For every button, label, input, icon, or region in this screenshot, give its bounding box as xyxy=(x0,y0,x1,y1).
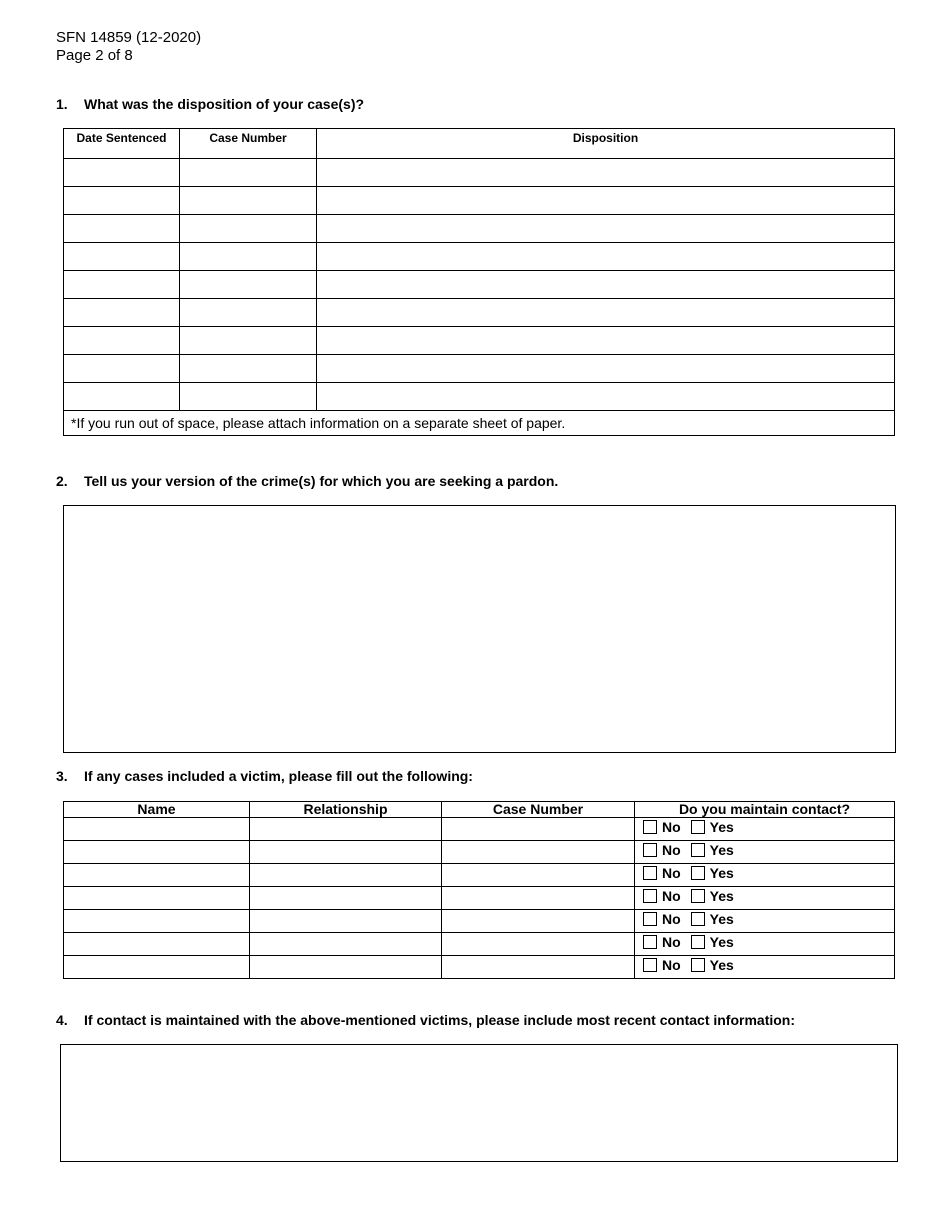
table-row xyxy=(64,818,895,841)
relationship-cell[interactable] xyxy=(250,864,442,887)
disposition-cell[interactable] xyxy=(317,243,895,271)
case-number-cell[interactable] xyxy=(442,956,635,979)
date-sentenced-cell[interactable] xyxy=(64,187,180,215)
date-sentenced-cell[interactable] xyxy=(64,271,180,299)
yes-label: Yes xyxy=(709,819,734,835)
disposition-cell[interactable] xyxy=(317,187,895,215)
contact-cell xyxy=(635,910,895,933)
table-row xyxy=(64,243,895,271)
date-sentenced-cell[interactable] xyxy=(64,299,180,327)
form-id: SFN 14859 (12-2020) xyxy=(56,29,202,46)
case-number-cell[interactable] xyxy=(180,383,317,411)
disposition-table xyxy=(63,128,895,436)
date-sentenced-cell[interactable] xyxy=(64,215,180,243)
yes-label: Yes xyxy=(709,888,734,904)
question-1 xyxy=(56,96,364,112)
table-row xyxy=(64,355,895,383)
column-header-date-sentenced: Date Sentenced xyxy=(64,129,180,159)
question-4-number: 4. xyxy=(56,1012,68,1028)
page-number: Page 2 of 8 xyxy=(56,47,133,64)
relationship-cell[interactable] xyxy=(250,841,442,864)
victim-name-cell[interactable] xyxy=(64,864,250,887)
contact-options xyxy=(635,934,734,950)
yes-checkbox[interactable] xyxy=(691,889,705,903)
yes-label: Yes xyxy=(709,934,734,950)
table-row xyxy=(64,271,895,299)
question-2-number: 2. xyxy=(56,473,68,489)
column-header-name: Name xyxy=(64,802,250,818)
table-row xyxy=(64,327,895,355)
date-sentenced-cell[interactable] xyxy=(64,355,180,383)
question-3 xyxy=(56,768,473,784)
no-checkbox[interactable] xyxy=(643,889,657,903)
question-2 xyxy=(56,473,558,489)
yes-checkbox[interactable] xyxy=(691,958,705,972)
victim-name-cell[interactable] xyxy=(64,933,250,956)
table-row xyxy=(64,910,895,933)
table-row xyxy=(64,215,895,243)
contact-info-textarea[interactable] xyxy=(60,1044,898,1162)
contact-options xyxy=(635,957,734,973)
yes-checkbox[interactable] xyxy=(691,935,705,949)
victim-name-cell[interactable] xyxy=(64,910,250,933)
disposition-cell[interactable] xyxy=(317,355,895,383)
no-label: No xyxy=(662,934,681,950)
contact-cell xyxy=(635,864,895,887)
contact-options xyxy=(635,911,734,927)
no-checkbox[interactable] xyxy=(643,843,657,857)
case-number-cell[interactable] xyxy=(442,841,635,864)
date-sentenced-cell[interactable] xyxy=(64,327,180,355)
date-sentenced-cell[interactable] xyxy=(64,243,180,271)
contact-cell xyxy=(635,841,895,864)
relationship-cell[interactable] xyxy=(250,910,442,933)
table-note: *If you run out of space, please attach information on a separate sheet of paper. xyxy=(64,411,895,436)
victims-table xyxy=(63,801,895,979)
disposition-cell[interactable] xyxy=(317,327,895,355)
case-number-cell[interactable] xyxy=(180,299,317,327)
column-header-relationship: Relationship xyxy=(250,802,442,818)
no-checkbox[interactable] xyxy=(643,935,657,949)
case-number-cell[interactable] xyxy=(180,327,317,355)
yes-label: Yes xyxy=(709,911,734,927)
question-1-number: 1. xyxy=(56,96,68,112)
column-header-disposition: Disposition xyxy=(317,129,895,159)
victim-name-cell[interactable] xyxy=(64,956,250,979)
question-4 xyxy=(56,1012,795,1028)
no-label: No xyxy=(662,842,681,858)
no-label: No xyxy=(662,865,681,881)
contact-cell xyxy=(635,818,895,841)
column-header-case-number: Case Number xyxy=(180,129,317,159)
yes-label: Yes xyxy=(709,842,734,858)
question-3-number: 3. xyxy=(56,768,68,784)
contact-options xyxy=(635,865,734,881)
question-1-text: What was the disposition of your case(s)? xyxy=(84,96,365,112)
no-label: No xyxy=(662,911,681,927)
yes-checkbox[interactable] xyxy=(691,843,705,857)
case-number-cell[interactable] xyxy=(180,271,317,299)
yes-label: Yes xyxy=(709,865,734,881)
no-checkbox[interactable] xyxy=(643,958,657,972)
yes-checkbox[interactable] xyxy=(691,866,705,880)
form-header xyxy=(56,29,201,65)
table-row xyxy=(64,299,895,327)
contact-options xyxy=(635,819,734,835)
table-row xyxy=(64,841,895,864)
case-number-cell[interactable] xyxy=(442,910,635,933)
disposition-cell[interactable] xyxy=(317,159,895,187)
table-row xyxy=(64,933,895,956)
date-sentenced-cell[interactable] xyxy=(64,159,180,187)
table-row xyxy=(64,383,895,411)
question-2-text: Tell us your version of the crime(s) for which you are seeking a pardon. xyxy=(84,473,559,489)
table-row xyxy=(64,864,895,887)
case-number-cell[interactable] xyxy=(180,187,317,215)
table-header-row xyxy=(64,802,895,818)
table-row xyxy=(64,887,895,910)
date-sentenced-cell[interactable] xyxy=(64,383,180,411)
case-number-cell[interactable] xyxy=(180,355,317,383)
disposition-cell[interactable] xyxy=(317,299,895,327)
yes-checkbox[interactable] xyxy=(691,912,705,926)
question-3-text: If any cases included a victim, please fill out the following: xyxy=(84,768,473,784)
yes-label: Yes xyxy=(709,957,734,973)
contact-cell xyxy=(635,933,895,956)
contact-cell xyxy=(635,956,895,979)
table-row xyxy=(64,159,895,187)
no-label: No xyxy=(662,888,681,904)
no-checkbox[interactable] xyxy=(643,820,657,834)
disposition-cell[interactable] xyxy=(317,215,895,243)
no-checkbox[interactable] xyxy=(643,866,657,880)
disposition-cell[interactable] xyxy=(317,383,895,411)
case-number-cell[interactable] xyxy=(180,243,317,271)
yes-checkbox[interactable] xyxy=(691,820,705,834)
column-header-case-number: Case Number xyxy=(442,802,635,818)
no-label: No xyxy=(662,957,681,973)
table-header-row xyxy=(64,129,895,159)
contact-options xyxy=(635,888,734,904)
relationship-cell[interactable] xyxy=(250,887,442,910)
relationship-cell[interactable] xyxy=(250,818,442,841)
case-number-cell[interactable] xyxy=(442,864,635,887)
victim-name-cell[interactable] xyxy=(64,818,250,841)
contact-options xyxy=(635,842,734,858)
victim-name-cell[interactable] xyxy=(64,841,250,864)
contact-cell xyxy=(635,887,895,910)
relationship-cell[interactable] xyxy=(250,956,442,979)
crime-version-textarea[interactable] xyxy=(63,505,896,753)
victim-name-cell[interactable] xyxy=(64,887,250,910)
table-row xyxy=(64,956,895,979)
table-note-row xyxy=(64,411,895,436)
case-number-cell[interactable] xyxy=(180,215,317,243)
relationship-cell[interactable] xyxy=(250,933,442,956)
no-checkbox[interactable] xyxy=(643,912,657,926)
question-4-text: If contact is maintained with the above-mentioned victims, please include most recent contact information: xyxy=(84,1012,796,1028)
column-header-maintain-contact: Do you maintain contact? xyxy=(635,802,895,818)
case-number-cell[interactable] xyxy=(442,933,635,956)
no-label: No xyxy=(662,819,681,835)
disposition-cell[interactable] xyxy=(317,271,895,299)
case-number-cell[interactable] xyxy=(180,159,317,187)
case-number-cell[interactable] xyxy=(442,887,635,910)
case-number-cell[interactable] xyxy=(442,818,635,841)
table-row xyxy=(64,187,895,215)
